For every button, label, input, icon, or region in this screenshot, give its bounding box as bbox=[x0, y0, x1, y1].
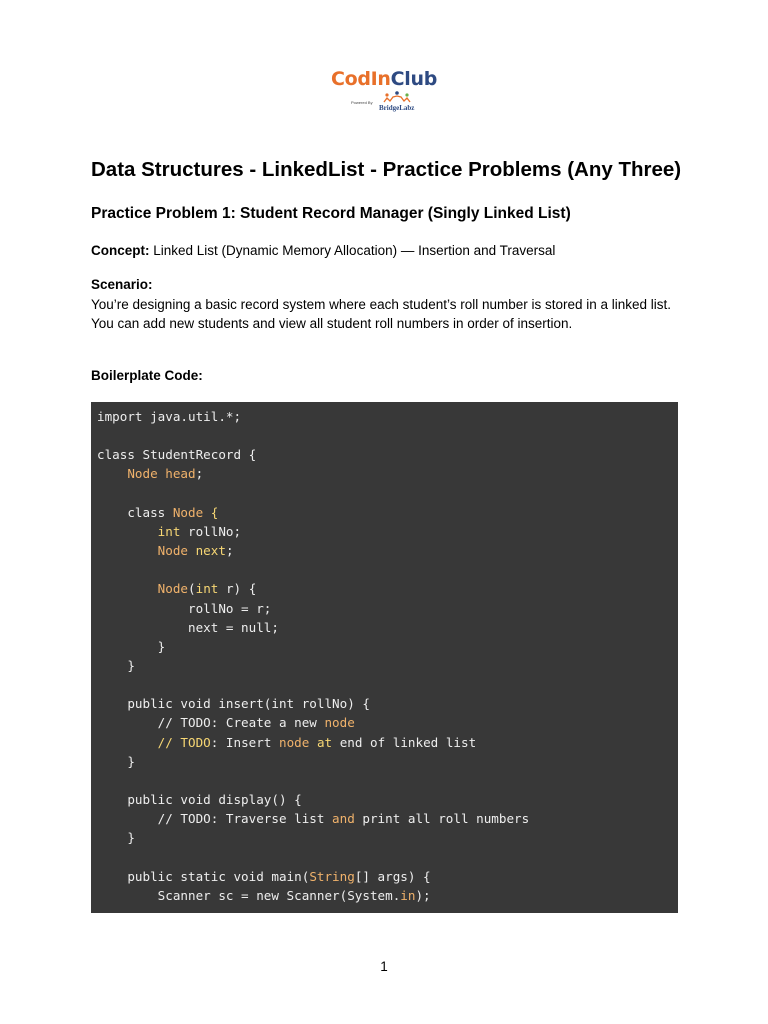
document-title: Data Structures - LinkedList - Practice Problems (Any Three) bbox=[91, 158, 682, 181]
concept-text: Linked List (Dynamic Memory Allocation) — Insertion and Traversal bbox=[149, 243, 556, 258]
code-line: Node head; bbox=[127, 466, 204, 482]
code-line: } bbox=[97, 830, 135, 846]
boilerplate-label: Boilerplate Code: bbox=[91, 368, 203, 383]
code-line bbox=[97, 675, 678, 694]
code-line: } bbox=[97, 657, 135, 673]
code-listing bbox=[91, 402, 678, 905]
bridgelabz-people-icon bbox=[382, 90, 412, 104]
code-line bbox=[97, 771, 678, 790]
code-line: // TODO: Create a new node bbox=[97, 715, 355, 731]
scenario-line-1: You’re designing a basic record system where each student’s roll number is stored in a linked list. bbox=[91, 297, 672, 312]
logo-partner: BridgeLabz bbox=[379, 104, 415, 112]
concept-label: Concept: bbox=[91, 243, 150, 258]
code-line: // TODO: Traverse list and print all roll numbers bbox=[97, 811, 530, 827]
code-line bbox=[97, 426, 678, 445]
code-line: Node next; bbox=[157, 543, 234, 559]
code-line: // TODO: Insert node at end of linked list bbox=[157, 734, 477, 750]
scenario-body bbox=[91, 295, 677, 333]
code-line: class StudentRecord { bbox=[97, 447, 257, 463]
concept-line bbox=[91, 243, 555, 258]
page-number: 1 bbox=[380, 959, 388, 974]
code-line: int rollNo; bbox=[157, 523, 242, 539]
code-line bbox=[97, 560, 678, 579]
code-line: Node(int r) { bbox=[157, 581, 257, 597]
code-line: public static void main(String[] args) { bbox=[97, 868, 431, 884]
code-line: next = null; bbox=[97, 619, 279, 635]
logo-powered-by: Powered By bbox=[351, 100, 373, 105]
code-line: Scanner sc = new Scanner(System.in); bbox=[97, 887, 431, 903]
code-line: rollNo = r; bbox=[97, 600, 272, 616]
code-line: import java.util.*; bbox=[97, 409, 242, 424]
scenario-line-2: You can add new students and view all student roll numbers in order of insertion. bbox=[91, 316, 573, 331]
code-line bbox=[97, 484, 678, 503]
code-line: } bbox=[97, 753, 135, 769]
scenario-label: Scenario: bbox=[91, 277, 153, 292]
code-block bbox=[91, 402, 678, 913]
code-line bbox=[97, 848, 678, 867]
code-line: public void insert(int rollNo) { bbox=[97, 696, 370, 712]
problem-heading: Practice Problem 1: Student Record Manager (Singly Linked List) bbox=[91, 205, 571, 222]
codinclub-logo bbox=[309, 56, 459, 134]
code-line: public void display() { bbox=[97, 792, 302, 808]
logo-wordmark: CodInClub bbox=[330, 68, 438, 90]
code-line: } bbox=[97, 638, 166, 654]
code-line: class Node { bbox=[97, 504, 219, 520]
